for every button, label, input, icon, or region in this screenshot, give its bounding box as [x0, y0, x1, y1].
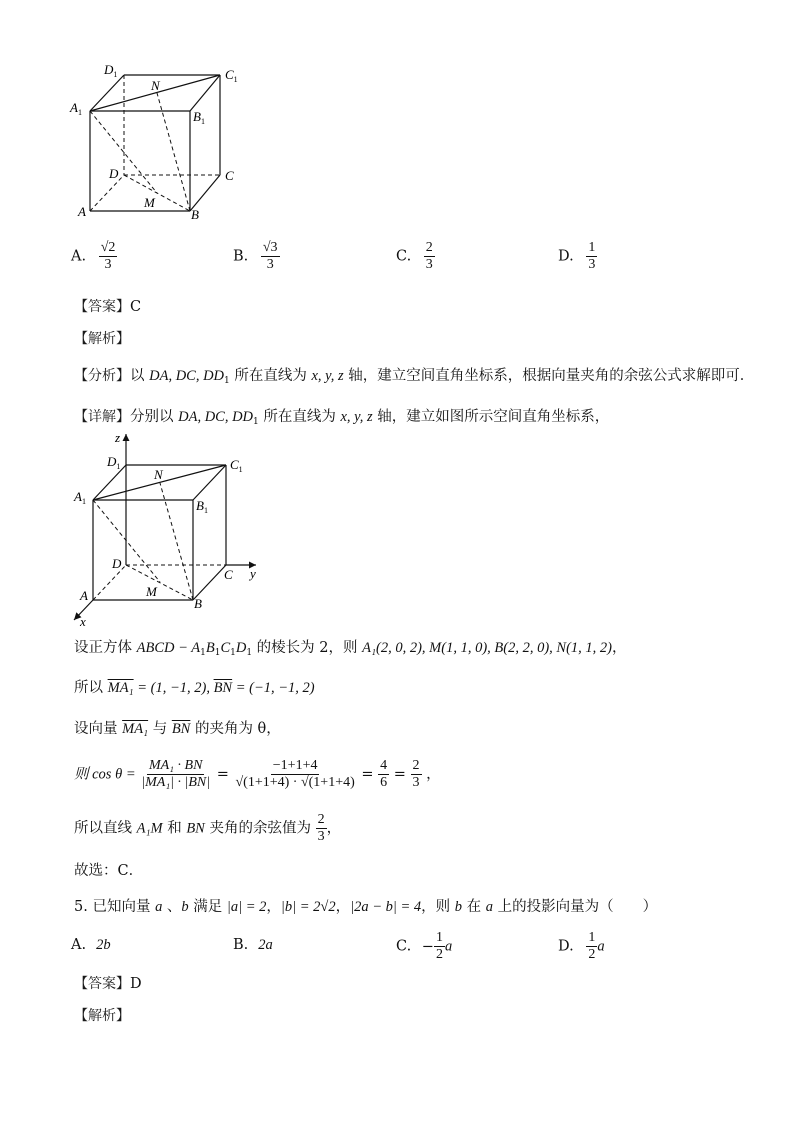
label-a1: $A_1$	[70, 100, 82, 117]
q5-option-d[interactable]: D. $\frac{1}{2}$ a	[558, 930, 605, 962]
label-b: B	[191, 207, 199, 222]
edge-b1-c1	[193, 465, 226, 500]
q5-answer: 【答案】D	[74, 976, 142, 992]
edge-b1-c1	[190, 75, 220, 111]
label-c1: $C_1$	[225, 67, 238, 84]
q5-option-b[interactable]: B. 2a	[233, 937, 273, 953]
label-a: A	[80, 588, 88, 603]
hidden-d-b	[126, 565, 193, 600]
q4-option-a[interactable]: A. $\frac{√2}{3}$	[71, 240, 116, 272]
step-2: 所以 MA₁ = (1, −1, 2), $\overline{BN} = (-1$, −1, 2)	[74, 680, 315, 696]
label-x: x	[80, 614, 86, 628]
q5-analysis-tag: 【解析】	[74, 1008, 130, 1024]
q5-option-c[interactable]: C. − $\frac{1}{2}$ a	[396, 930, 453, 962]
label-b: B	[194, 596, 202, 611]
q4-option-b[interactable]: B. $\frac{√3}{3}$	[233, 240, 278, 272]
label-c: C	[224, 567, 233, 582]
step-5: 所以直线 A₁M 和 BN 夹角的余弦值为 $\frac{2}{3}$ ，	[74, 812, 342, 844]
q4-fenxi: 【分析】以 DA, DC, $DD_1$ 所在直线为 x, y, z 轴，建立空间直角坐标系，根据向量夹角的余弦公式求解即可．	[74, 368, 755, 386]
cube-figure	[60, 60, 260, 225]
label-b1: $B_1$	[193, 109, 205, 126]
label-d: D	[112, 556, 122, 571]
label-d1: $D_1$	[107, 454, 121, 471]
label-c1: $C_1$	[230, 457, 243, 474]
label-d: D	[109, 166, 119, 181]
edge-a1-d1	[90, 75, 124, 111]
label-b1: $B_1$	[196, 498, 208, 515]
edge-b-c	[193, 565, 226, 600]
label-z: z	[115, 430, 121, 445]
label-a: A	[78, 204, 86, 219]
cube-axes-figure	[60, 428, 270, 628]
q4-option-d[interactable]: D. $\frac{1}{3}$	[558, 240, 596, 272]
step-1: 设正方体 ABCD − $A_1B_1C_1D_1$ 的棱长为 2，则 A₁(2, 0, 2), M(1, 1, 0), B(2, 2, 0), N(1, 1, 2)，	[74, 640, 627, 658]
q4-xiangjie: 【详解】分别以 DA, DC, $DD_1$ 所在直线为 x, y, z 轴，建立如图所示空间直角坐标系，	[74, 409, 610, 427]
q4-analysis-tag: 【解析】	[74, 331, 130, 347]
step-3: 设向量 MA₁ 与 $\overline{BN}$ 的夹角为 θ，	[74, 721, 281, 737]
hidden-a1-m	[90, 111, 157, 193]
q4-option-c[interactable]: C. $\frac{2}{3}$	[396, 240, 433, 272]
edge-a1-d1	[93, 465, 126, 500]
label-a1: $A_1$	[74, 489, 86, 506]
label-n: N	[154, 467, 163, 482]
q5-option-a[interactable]: A. 2b	[71, 937, 111, 953]
label-m: M	[144, 195, 155, 210]
label-n: N	[151, 78, 160, 93]
label-c: C	[225, 168, 234, 183]
step-6: 故选：C．	[74, 863, 144, 879]
step-4: 则 cos θ = $\frac{\text{MA₁ · BN}}{\text{|MA₁| · |BN|}}$ = $\frac{-1+1+4}{√(1+1+4) \cdot √(1+1+4)}$ = $\frac{4}{6}$ = $\frac{2}{3}$ ，	[74, 758, 441, 790]
q5-stem: 5. 已知向量 a 、b 满足 |a| = 2，|b| = 2√2，|2a − b| = 4，则 b 在 a 上的投影向量为（ ）	[74, 899, 658, 915]
hidden-a-d	[90, 175, 124, 211]
label-m: M	[146, 584, 157, 599]
edge-b-c	[190, 175, 220, 211]
q4-answer: 【答案】C	[74, 299, 142, 315]
label-d1: $D_1$	[104, 62, 118, 79]
label-y: y	[250, 566, 256, 581]
